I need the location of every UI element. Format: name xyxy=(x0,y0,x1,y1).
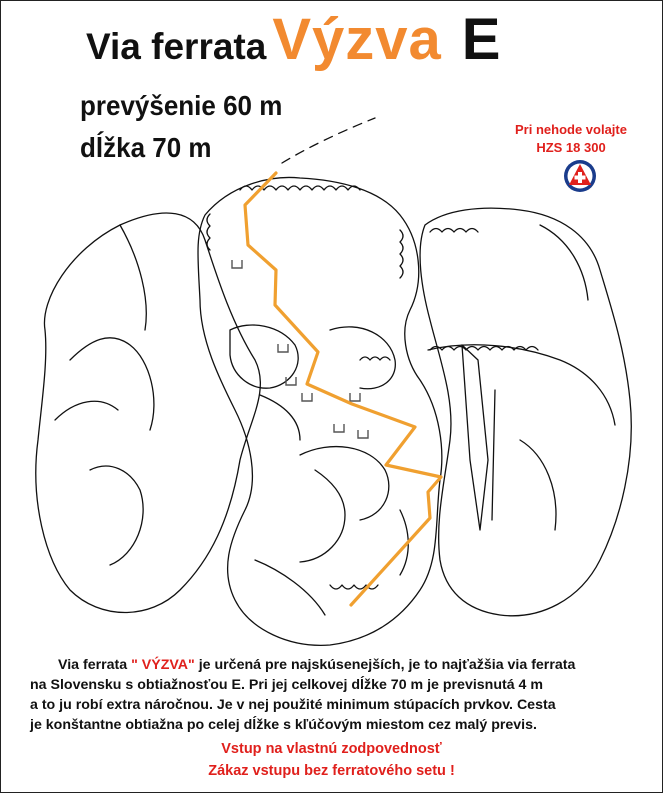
route-name: Výzva xyxy=(272,7,442,72)
step-bracket-icon xyxy=(334,424,344,432)
pillar-base-crack xyxy=(255,560,325,615)
warning-no-set: Zákaz vstupu bez ferratového setu ! xyxy=(208,763,455,779)
description-line-1-rest: je určená pre najskúsenejších, je to najťažšia via ferrata xyxy=(198,657,576,673)
central-pillar xyxy=(198,177,442,645)
left-rock-bulge xyxy=(90,466,143,565)
description-route-name: " VÝZVA" xyxy=(131,657,195,673)
description-line-3: a to ju robí extra náročnou. Je v nej použité minimum stúpacích prvkov. Cesta xyxy=(30,697,556,713)
left-rock-seam xyxy=(120,225,146,330)
right-rock-seam xyxy=(520,440,556,530)
pillar-base-texture xyxy=(330,585,378,589)
step-bracket-icon xyxy=(232,260,242,268)
right-rock-mass xyxy=(420,208,631,616)
left-rock-mass xyxy=(36,213,261,613)
dashed-ridge-line xyxy=(282,118,375,163)
left-rock-crack xyxy=(55,401,118,420)
left-rock-ledge xyxy=(70,338,154,430)
step-bracket-icon xyxy=(358,430,368,438)
step-bracket-icons xyxy=(232,260,368,438)
emergency-number: HZS 18 300 xyxy=(536,140,606,155)
right-rock-ledge xyxy=(428,345,615,425)
description-line-1 xyxy=(30,655,650,675)
right-rock-top-texture xyxy=(430,229,478,233)
via-ferrata-route-line xyxy=(245,173,441,605)
elevation-gain: prevýšenie 60 m xyxy=(80,89,283,122)
pillar-mid-texture xyxy=(360,357,390,360)
description-lead: Via ferrata xyxy=(58,657,128,673)
pillar-right-texture xyxy=(400,230,403,278)
right-rock-crack xyxy=(492,390,495,520)
step-bracket-icon xyxy=(302,393,312,401)
emergency-label: Pri nehode volajte xyxy=(515,122,627,137)
difficulty-grade: E xyxy=(461,7,501,72)
right-rock-chimney xyxy=(462,345,488,530)
route-length: dĺžka 70 m xyxy=(80,131,212,164)
route-description xyxy=(30,655,650,735)
description-line-2: na Slovensku s obtiažnosťou E. Pri jej celkovej dĺžke 70 m je previsnutá 4 m xyxy=(30,677,544,693)
pillar-left-texture xyxy=(207,214,210,250)
pillar-overhang-lip xyxy=(300,470,345,562)
pillar-ledge-1 xyxy=(260,395,300,440)
step-bracket-icon xyxy=(278,344,288,352)
step-bracket-icon xyxy=(350,393,360,401)
warning-own-risk: Vstup na vlastnú zodpovednosť xyxy=(221,741,442,757)
title-prefix: Via ferrata xyxy=(86,26,267,67)
description-line-4: je konštantne obtiažna po celej dĺžke s kľúčovým miestom cez malý previs. xyxy=(30,717,537,733)
